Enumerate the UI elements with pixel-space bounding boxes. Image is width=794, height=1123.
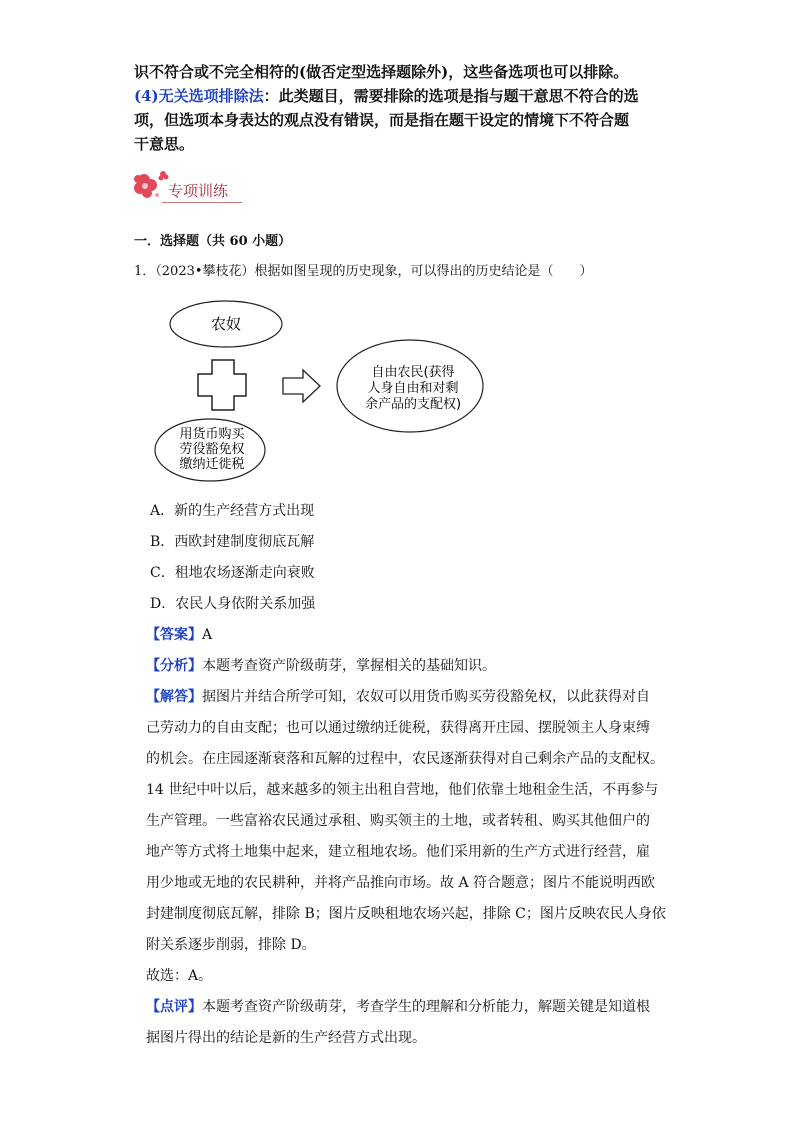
intro-line-3: 项，但选项本身表达的观点没有错误，而是指在题干设定的情境下不符合题 <box>134 111 630 129</box>
method-line-2: 劳役豁免权 <box>179 442 245 457</box>
intro-text <box>134 60 639 156</box>
answer-label: 【答案】 <box>146 627 202 643</box>
solution-line: 封建制度彻底瓦解，排除 B；图片反映租地农场兴起，排除 C；图片反映农民人身依 <box>146 906 666 922</box>
method-line-1: 用货币购买 <box>179 427 245 442</box>
analysis-label: 【分析】 <box>146 658 202 674</box>
solution-line: 附关系逐步削弱，排除 D。 <box>146 937 316 953</box>
solution-line: 的机会。在庄园逐渐衰落和瓦解的过程中，农民逐渐获得对自己剩余产品的支配权。 <box>146 751 664 767</box>
method-label: (4)无关选项排除法 <box>134 87 264 105</box>
question-stem: 1．（2023•攀枝花）根据如图呈现的历史现象，可以得出的历史结论是（ ） <box>134 264 593 279</box>
analysis-row <box>146 656 496 676</box>
solution-choice: 故选：A。 <box>146 968 213 984</box>
solution-line: 14 世纪中叶以后，越来越多的领主出租自营地，他们依靠土地租金生活，不再参与 <box>146 782 659 798</box>
intro-line-2-rest: ：此类题目，需要排除的选项是指与题干意思不符合的选 <box>263 87 639 105</box>
result-line-1: 自由农民(获得 <box>371 365 455 380</box>
right-arrow-icon <box>283 370 320 402</box>
result-line-3: 余产品的支配权) <box>364 397 462 412</box>
intro-line-2 <box>134 84 639 108</box>
solution-line: 己劳动力的自由支配；也可以通过缴纳迁徙税，获得离开庄园、摆脱领主人身束缚 <box>146 720 650 736</box>
option-c: C．租地农场逐渐走向衰败 <box>150 565 315 581</box>
comment-label: 【点评】 <box>146 999 202 1015</box>
solution-line: 生产管理。一些富裕农民通过承租、购买领主的土地，或者转租、购买其他佃户的 <box>146 813 650 829</box>
flower-icon <box>130 166 170 202</box>
comment-first-line: 本题考查资产阶级萌芽，考查学生的理解和分析能力，解题关键是知道根 <box>202 999 650 1015</box>
method-line-3: 缴纳迁徙税 <box>179 457 245 472</box>
section-title: 专项训练 <box>168 182 229 200</box>
intro-line-1: 识不符合或不完全相符的(做否定型选择题除外)，这些备选项也可以排除。 <box>134 63 629 81</box>
solution-row <box>146 687 650 707</box>
section-underline <box>162 202 242 203</box>
intro-line-4: 干意思。 <box>134 135 195 153</box>
analysis-text: 本题考查资产阶级萌芽，掌握相关的基础知识。 <box>202 658 496 674</box>
part-heading: 一．选择题（共 60 小题） <box>134 234 292 249</box>
comment-row <box>146 997 650 1017</box>
option-d: D．农民人身依附关系加强 <box>150 596 316 612</box>
comment-second-line: 据图片得出的结论是新的生产经营方式出现。 <box>146 1030 426 1046</box>
solution-line: 用少地或无地的农民耕种，并将产品推向市场。故 A 符合题意；图片不能说明西欧 <box>146 875 656 891</box>
history-diagram <box>150 298 490 498</box>
solution-label: 【解答】 <box>146 689 202 705</box>
plus-icon <box>198 360 246 410</box>
result-line-2: 人身自由和对剩 <box>367 381 459 396</box>
solution-first-line: 据图片并结合所学可知，农奴可以用货币购买劳役豁免权，以此获得对自 <box>202 689 650 705</box>
option-b: B．西欧封建制度彻底瓦解 <box>150 534 315 550</box>
answer-value: A <box>202 627 213 643</box>
serf-label: 农奴 <box>210 315 242 333</box>
solution-line: 地产等方式将土地集中起来，建立租地农场。他们采用新的生产方式进行经营，雇 <box>146 844 650 860</box>
answer-row <box>146 625 212 645</box>
option-a: A．新的生产经营方式出现 <box>150 503 315 519</box>
